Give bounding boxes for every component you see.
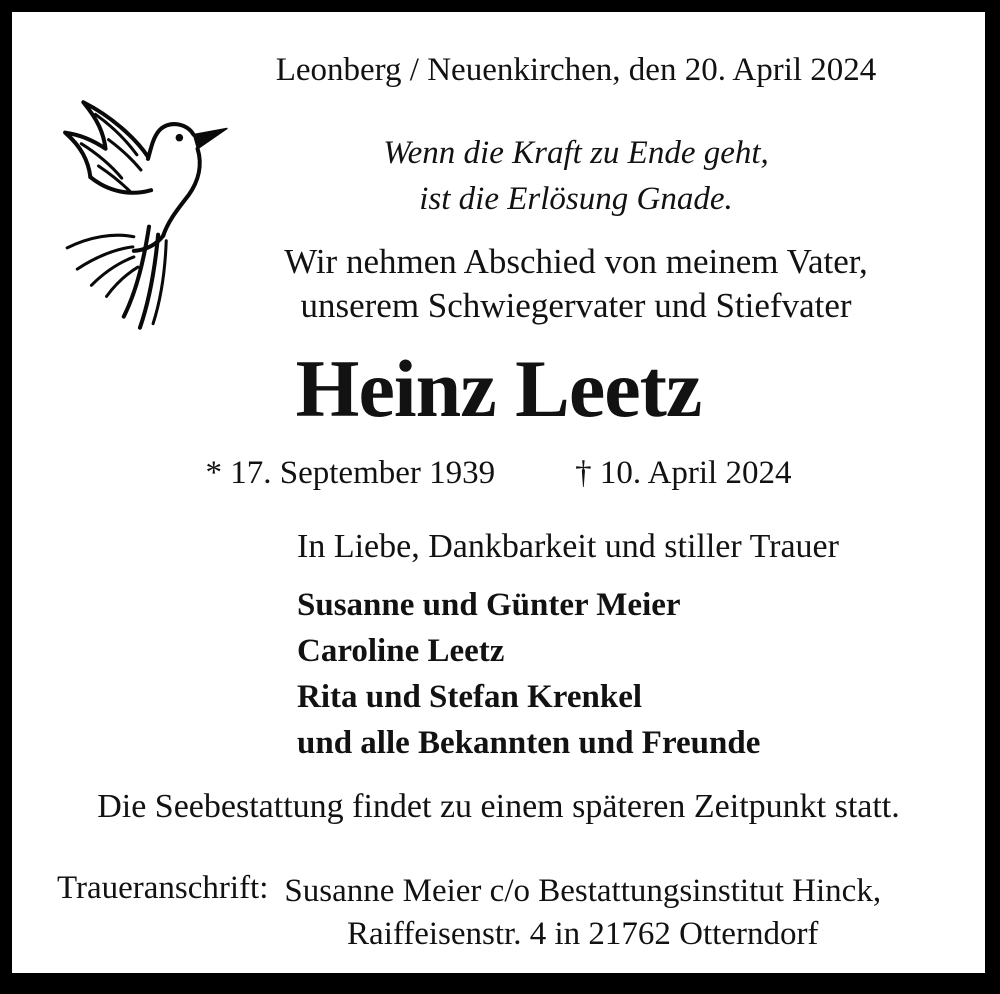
quote-line-1: Wenn die Kraft zu Ende geht, <box>383 135 769 171</box>
dateline: Leonberg / Neuenkirchen, den 20. April 2024 <box>275 52 877 88</box>
mourning-address-label: Traueranschrift: <box>57 870 269 906</box>
birth-date: * 17. September 1939 <box>205 455 496 491</box>
mourning-address-lines <box>284 870 881 956</box>
mourners-list <box>297 582 985 766</box>
mourner-line: Rita und Stefan Krenkel <box>297 679 643 715</box>
farewell-intro <box>167 240 985 328</box>
obituary-notice <box>12 12 985 973</box>
mourner-line: Susanne und Günter Meier <box>297 587 681 623</box>
mourning-address-line-1: Susanne Meier c/o Bestattungsinstitut Hinck, <box>284 873 882 909</box>
intro-line-1: Wir nehmen Abschied von meinem Vater, <box>284 242 868 281</box>
mourner-line: Caroline Leetz <box>297 633 505 669</box>
mourning-address-line-2: Raiffeisenstr. 4 in 21762 Otterndorf <box>347 916 819 952</box>
intro-line-2: unserem Schwiegervater und Stiefvater <box>300 286 852 325</box>
deceased-name: Heinz Leetz <box>295 343 702 434</box>
memorial-quote <box>167 130 985 222</box>
life-dates <box>12 455 985 492</box>
death-date: † 10. April 2024 <box>575 455 792 491</box>
condolence-lead: In Liebe, Dankbarkeit und stiller Trauer <box>297 528 839 565</box>
burial-note: Die Seebestattung findet zu einem späteren Zeitpunkt statt. <box>97 788 900 825</box>
condolence-block <box>297 528 985 766</box>
mourning-address <box>57 870 985 956</box>
mourner-line: und alle Bekannten und Freunde <box>297 725 761 761</box>
quote-line-2: ist die Erlösung Gnade. <box>419 181 733 217</box>
